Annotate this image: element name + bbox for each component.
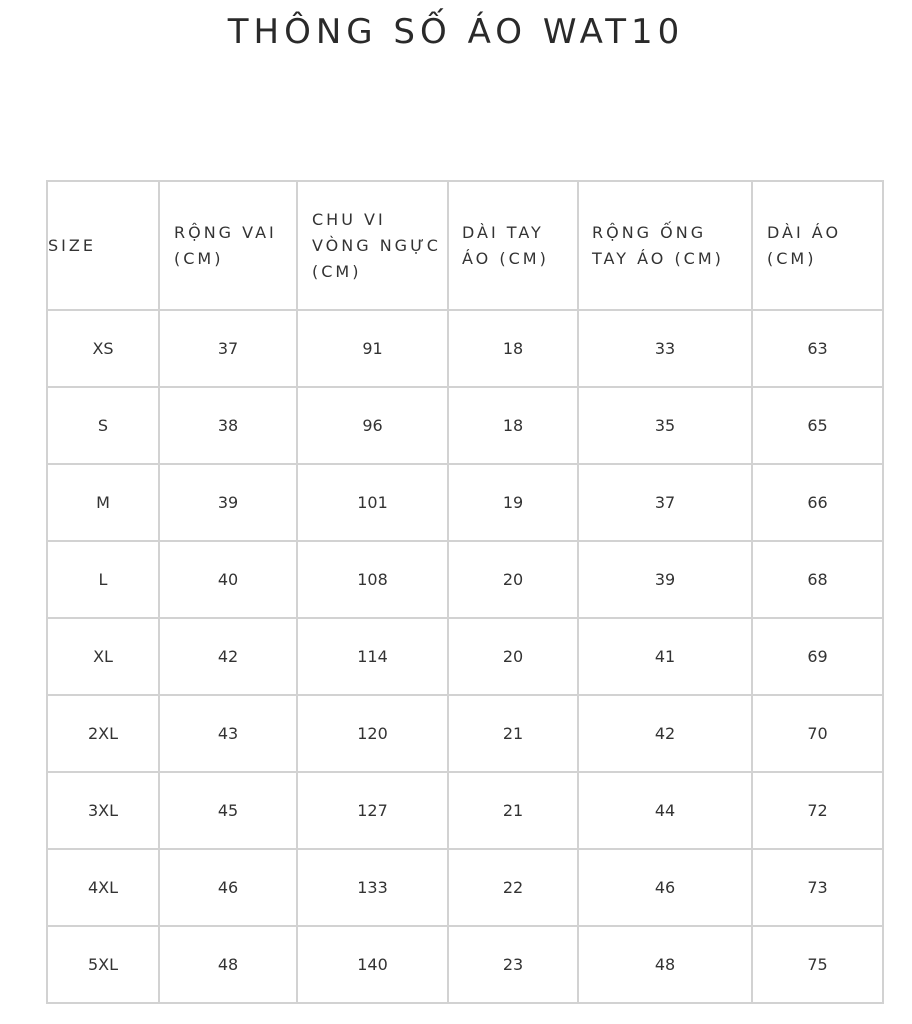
table-row [47,618,883,695]
table-header-row [47,181,883,310]
cell-chest: 140 [297,926,448,1003]
cell-sleeve-width: 46 [578,849,752,926]
cell-shoulder: 40 [159,541,297,618]
header-sleeve-length [448,181,578,310]
cell-length: 66 [752,464,883,541]
table-row [47,387,883,464]
cell-chest: 114 [297,618,448,695]
cell-sleeve-width: 39 [578,541,752,618]
cell-size: 2XL [47,695,159,772]
cell-sleeve-length: 21 [448,695,578,772]
cell-size: XL [47,618,159,695]
cell-size: M [47,464,159,541]
cell-sleeve-width: 41 [578,618,752,695]
cell-chest: 133 [297,849,448,926]
cell-length: 65 [752,387,883,464]
cell-shoulder: 39 [159,464,297,541]
cell-length: 70 [752,695,883,772]
cell-sleeve-width: 35 [578,387,752,464]
cell-shoulder: 45 [159,772,297,849]
cell-chest: 108 [297,541,448,618]
cell-sleeve-width: 33 [578,310,752,387]
cell-length: 63 [752,310,883,387]
cell-chest: 91 [297,310,448,387]
header-size [47,181,159,310]
cell-chest: 127 [297,772,448,849]
cell-chest: 101 [297,464,448,541]
cell-length: 73 [752,849,883,926]
cell-shoulder: 38 [159,387,297,464]
table-row [47,926,883,1003]
cell-length: 68 [752,541,883,618]
cell-size: S [47,387,159,464]
table-row [47,695,883,772]
table-row [47,464,883,541]
cell-size: XS [47,310,159,387]
cell-length: 72 [752,772,883,849]
header-chest [297,181,448,310]
header-sleeve-length-label: DÀI TAY ÁO (CM) [462,222,549,268]
cell-sleeve-length: 19 [448,464,578,541]
header-length [752,181,883,310]
cell-size: 3XL [47,772,159,849]
cell-sleeve-length: 20 [448,618,578,695]
cell-sleeve-length: 21 [448,772,578,849]
cell-sleeve-length: 18 [448,310,578,387]
page-title: THÔNG SỐ ÁO WAT10 [227,12,685,52]
cell-sleeve-width: 42 [578,695,752,772]
header-shoulder [159,181,297,310]
cell-shoulder: 43 [159,695,297,772]
cell-shoulder: 48 [159,926,297,1003]
header-sleeve-width [578,181,752,310]
cell-shoulder: 46 [159,849,297,926]
header-length-label: DÀI ÁO (CM) [767,222,842,268]
cell-size: 5XL [47,926,159,1003]
size-chart-table [46,180,884,1004]
table-row [47,772,883,849]
cell-size: 4XL [47,849,159,926]
cell-length: 75 [752,926,883,1003]
table-row [47,849,883,926]
header-chest-label: CHU VI VÒNG NGỰC (CM) [312,209,441,281]
cell-sleeve-width: 37 [578,464,752,541]
cell-sleeve-width: 44 [578,772,752,849]
cell-shoulder: 42 [159,618,297,695]
cell-sleeve-length: 23 [448,926,578,1003]
cell-chest: 120 [297,695,448,772]
cell-sleeve-length: 20 [448,541,578,618]
table-row [47,541,883,618]
cell-sleeve-width: 48 [578,926,752,1003]
header-sleeve-width-label: RỘNG ỐNG TAY ÁO (CM) [592,222,724,268]
cell-sleeve-length: 22 [448,849,578,926]
table-row [47,310,883,387]
cell-chest: 96 [297,387,448,464]
header-size-label: SIZE [48,235,96,255]
cell-shoulder: 37 [159,310,297,387]
cell-size: L [47,541,159,618]
header-shoulder-label: RỘNG VAI (CM) [174,222,277,268]
cell-sleeve-length: 18 [448,387,578,464]
cell-length: 69 [752,618,883,695]
